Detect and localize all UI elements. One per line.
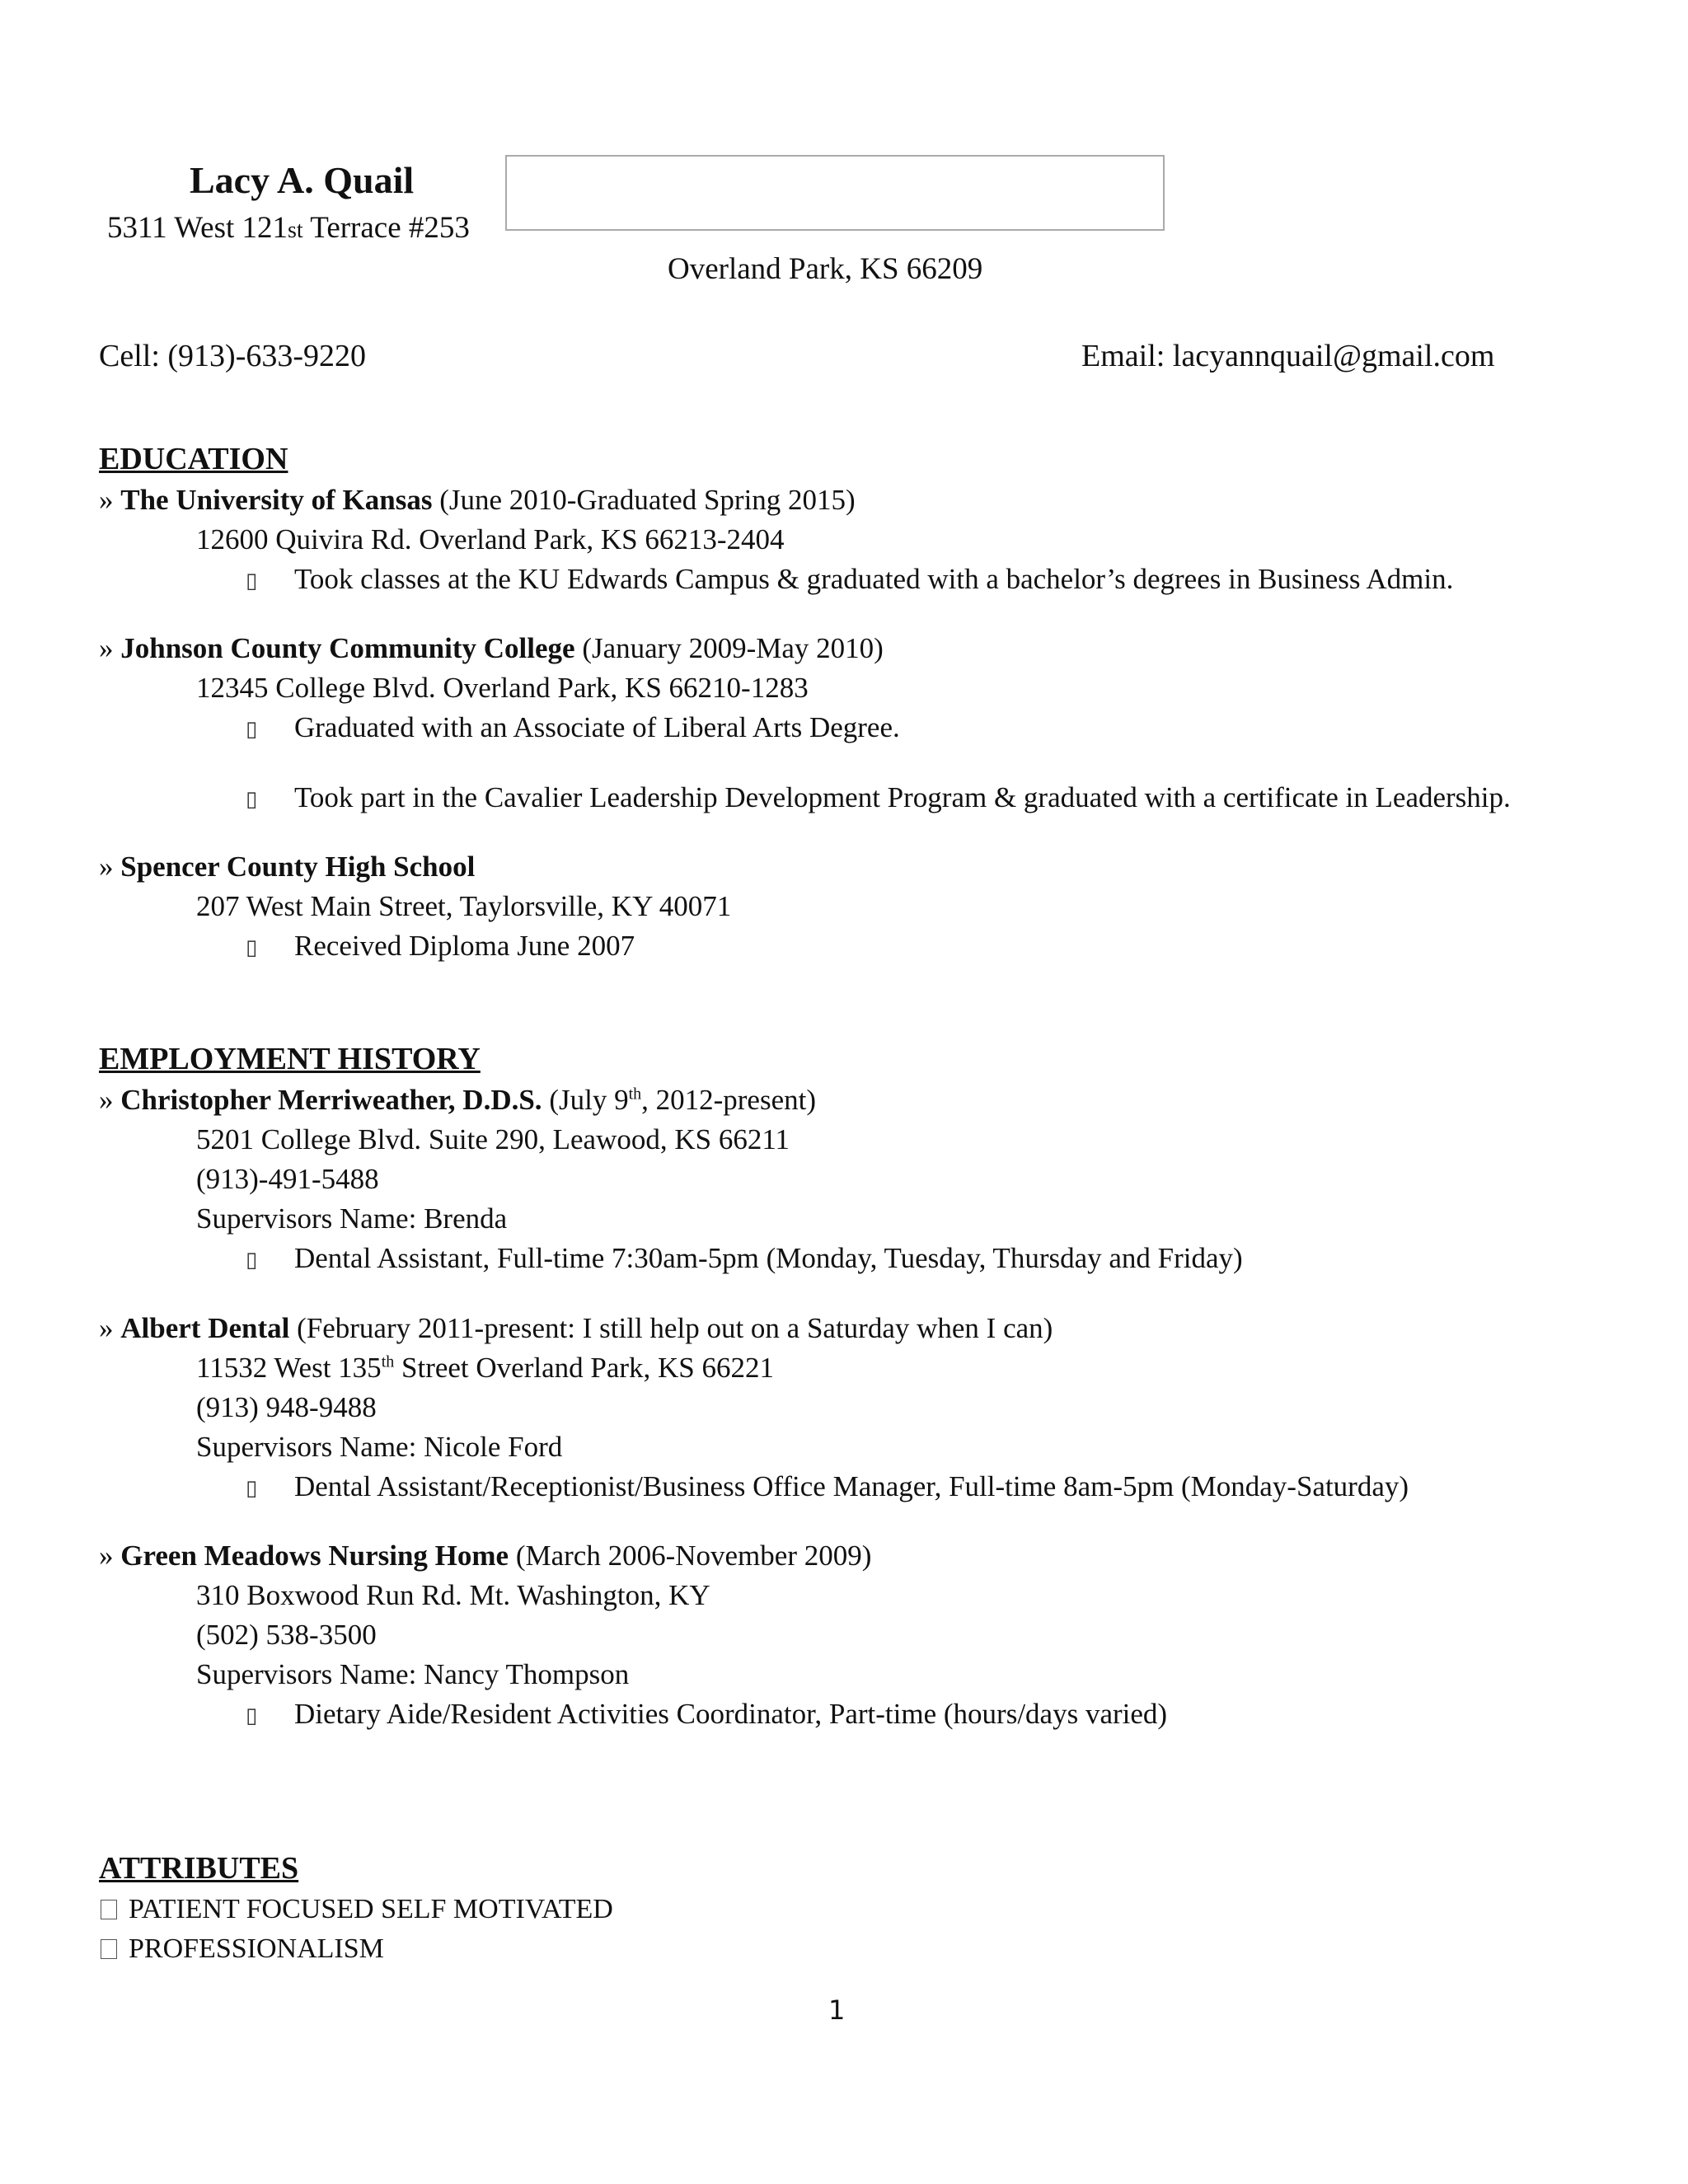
empty-text-box	[505, 155, 1165, 231]
attribute-label: PROFESSIONALISM	[129, 1933, 384, 1964]
entry-marker: »	[99, 1084, 121, 1116]
street-address-rest: Terrace #253	[302, 211, 470, 245]
bullet-text: Took part in the Cavalier Leadership Development Program & graduated with a certificate in Leadership.	[294, 781, 1511, 813]
bullet-text: Dental Assistant, Full-time 7:30am-5pm (Monday, Tuesday, Thursday and Friday)	[294, 1242, 1243, 1274]
education-entry-jccc	[99, 632, 884, 665]
school-address: 12345 College Blvd. Overland Park, KS 66210-1283	[196, 672, 809, 704]
school-name: The University of Kansas	[120, 484, 433, 516]
employment-entry-green-meadows	[99, 1540, 871, 1572]
address-start: 11532 West 135	[196, 1352, 382, 1384]
bullet-text: Graduated with an Associate of Liberal Arts Degree.	[294, 711, 900, 743]
employer-supervisor: Supervisors Name: Brenda	[196, 1202, 508, 1235]
email-address: Email: lacyannquail@gmail.com	[1081, 339, 1495, 373]
street-address-suffix: st	[288, 218, 303, 243]
bullet-icon: ▯	[246, 569, 258, 593]
address-end: Street Overland Park, KS 66221	[394, 1352, 775, 1384]
employer-address: 310 Boxwood Run Rd. Mt. Washington, KY	[196, 1579, 710, 1611]
checkbox-icon	[101, 1939, 117, 1959]
page-number: 1	[828, 1994, 846, 2026]
entry-marker: »	[99, 1312, 121, 1344]
employment-dates-end: , 2012-present)	[641, 1084, 817, 1116]
employer-phone: (913) 948-9488	[196, 1391, 377, 1423]
school-address: 207 West Main Street, Taylorsville, KY 40071	[196, 890, 732, 922]
street-address	[107, 210, 470, 246]
education-entry-schs	[99, 851, 475, 883]
school-address: 12600 Quivira Rd. Overland Park, KS 66213-2404	[196, 523, 785, 555]
employment-heading: EMPLOYMENT HISTORY	[99, 1042, 481, 1076]
employer-phone: (502) 538-3500	[196, 1619, 377, 1651]
attribute-label: PATIENT FOCUSED SELF MOTIVATED	[129, 1894, 613, 1924]
employer-phone: (913)-491-5488	[196, 1163, 379, 1195]
checkbox-icon	[101, 1900, 117, 1919]
resume-name: Lacy A. Quail	[190, 159, 415, 201]
bullet-icon: ▯	[246, 1248, 258, 1272]
bullet-icon: ▯	[246, 1476, 258, 1500]
bullet-icon: ▯	[246, 717, 258, 741]
employer-supervisor: Supervisors Name: Nancy Thompson	[196, 1658, 630, 1690]
employer-name: Christopher Merriweather, D.D.S.	[120, 1084, 542, 1116]
employer-supervisor: Supervisors Name: Nicole Ford	[196, 1431, 563, 1463]
bullet-text: Took classes at the KU Edwards Campus & graduated with a bachelor’s degrees in Business Admin.	[294, 563, 1454, 595]
date-suffix: th	[628, 1085, 642, 1104]
school-dates: (January 2009-May 2010)	[574, 632, 884, 664]
bullet-text: Dental Assistant/Receptionist/Business Office Manager, Full-time 8am-5pm (Monday-Saturday)	[294, 1470, 1409, 1502]
employment-dates: (March 2006-November 2009)	[509, 1540, 872, 1572]
attribute-item	[101, 1894, 613, 1925]
education-entry-ku	[99, 484, 856, 517]
employer-name: Green Meadows Nursing Home	[120, 1540, 509, 1572]
bullet-icon: ▯	[246, 1704, 258, 1727]
employment-dates: (February 2011-present: I still help out on a Saturday when I can)	[289, 1312, 1053, 1344]
entry-marker: »	[99, 851, 121, 883]
bullet-text: Dietary Aide/Resident Activities Coordinator, Part-time (hours/days varied)	[294, 1698, 1168, 1730]
entry-marker: »	[99, 632, 121, 664]
city-state-zip: Overland Park, KS 66209	[668, 252, 983, 286]
bullet-icon: ▯	[246, 787, 258, 811]
attributes-heading: ATTRIBUTES	[99, 1851, 299, 1886]
bullet-icon: ▯	[246, 935, 258, 959]
employment-entry-merriweather	[99, 1084, 816, 1117]
education-heading: EDUCATION	[99, 442, 288, 476]
employment-entry-albert	[99, 1312, 1053, 1345]
employer-address: 5201 College Blvd. Suite 290, Leawood, KS 66211	[196, 1123, 790, 1155]
address-suffix: th	[381, 1352, 395, 1371]
employer-address	[196, 1352, 774, 1385]
school-name: Johnson County Community College	[120, 632, 575, 664]
employment-dates: (July 9	[542, 1084, 629, 1116]
attribute-item	[101, 1933, 384, 1965]
bullet-text: Received Diploma June 2007	[294, 930, 635, 962]
employer-name: Albert Dental	[120, 1312, 290, 1344]
street-address-main: 5311 West 121	[107, 211, 288, 245]
school-name: Spencer County High School	[120, 851, 476, 883]
entry-marker: »	[99, 484, 121, 516]
school-dates: (June 2010-Graduated Spring 2015)	[432, 484, 856, 516]
cell-phone: Cell: (913)-633-9220	[99, 339, 367, 373]
entry-marker: »	[99, 1540, 121, 1572]
